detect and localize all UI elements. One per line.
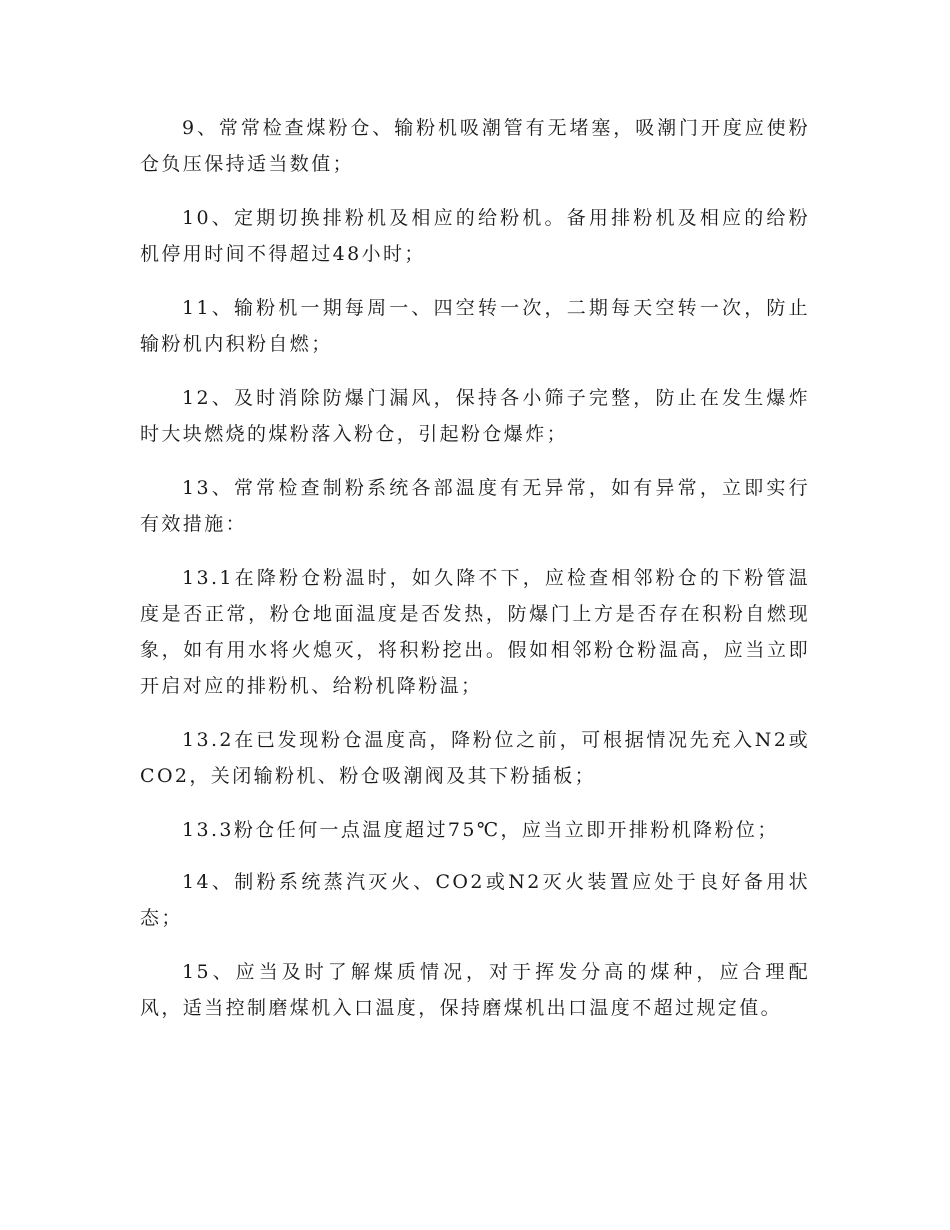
paragraph-item-15: 15、应当及时了解煤质情况，对于挥发分高的煤种，应合理配风，适当控制磨煤机入口温度，保持磨煤机出口温度不超过规定值。 [140,961,810,1019]
paragraph-item-13-3: 13.3粉仓任何一点温度超过75℃，应当立即开排粉机降粉位； [182,819,779,841]
paragraph-item-14: 14、制粉系统蒸汽灭火、CO2或N2灭火装置应处于良好备用状态； [140,871,810,929]
paragraph-item-13-1: 13.1在降粉仓粉温时，如久降不下，应检查相邻粉仓的下粉管温度是否正常，粉仓地面温度是否发热，防爆门上方是否存在积粉自燃现象，如有用水将火熄灭，将积粉挖出。假如相邻粉仓粉温高，应当立即开启对应的排粉机、给粉机降粉温； [140,567,810,697]
paragraph-item-10: 10、定期切换排粉机及相应的给粉机。备用排粉机及相应的给粉机停用时间不得超过48小时； [140,207,810,265]
document-body [140,110,810,1044]
paragraph-item-13-2: 13.2在已发现粉仓温度高，降粉位之前，可根据情况先充入N2或CO2，关闭输粉机、粉仓吸潮阀及其下粉插板； [140,729,810,787]
paragraph-item-11: 11、输粉机一期每周一、四空转一次，二期每天空转一次，防止输粉机内积粉自燃； [140,297,810,355]
paragraph-item-13: 13、常常检查制粉系统各部温度有无异常，如有异常，立即实行有效措施： [140,477,810,535]
paragraph-item-12: 12、及时消除防爆门漏风，保持各小筛子完整，防止在发生爆炸时大块燃烧的煤粉落入粉仓，引起粉仓爆炸； [140,387,810,445]
paragraph-item-9: 9、常常检查煤粉仓、输粉机吸潮管有无堵塞，吸潮门开度应使粉仓负压保持适当数值； [140,117,810,175]
